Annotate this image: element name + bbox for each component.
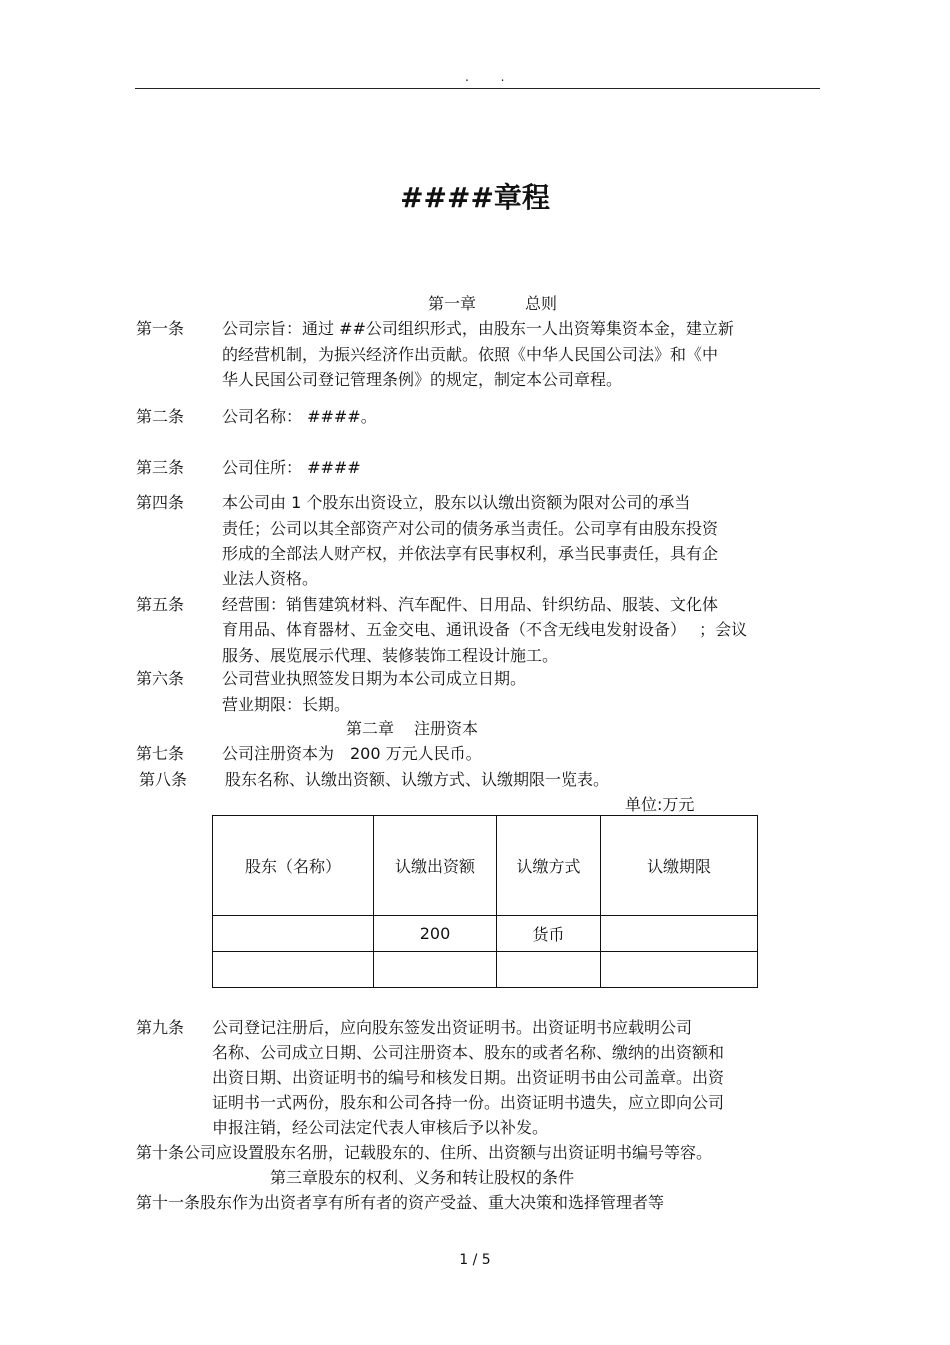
chapter-2-title: 第二章: [346, 719, 395, 738]
table-cell: [213, 952, 374, 988]
header-rule: [135, 88, 820, 89]
article-3-label: 第三条: [136, 458, 185, 477]
table-unit: 单位:万元: [625, 795, 695, 814]
article-1-line-3: 华人民国公司登记管理条例》的规定，制定本公司章程。: [222, 370, 623, 389]
article-4-line-4: 业法人资格。: [222, 569, 319, 588]
chapter-3-title: 第三章股东的权利、义务和转让股权的条件: [270, 1168, 575, 1187]
article-10-text: 第十条公司应设置股东名册，记载股东的、住所、出资额与出资证明书编号等容。: [136, 1143, 713, 1162]
article-8-label: 第八条: [139, 770, 188, 789]
article-4-label: 第四条: [136, 493, 185, 512]
article-4-line-3: 形成的全部法人财产权，并依法享有民事权利，承当民事责任，具有企: [222, 544, 719, 563]
table-header-cell: 认缴方式: [497, 816, 601, 916]
page-number: 1 / 5: [459, 1252, 491, 1268]
table-header-cell: 股东（名称）: [213, 816, 374, 916]
table-header-cell: 认缴出资额: [374, 816, 497, 916]
document-title: ####章程: [400, 181, 550, 214]
chapter-1-subtitle: 总则: [525, 294, 558, 313]
article-1-line-1: 公司宗旨：通过 ##公司组织形式，由股东一人出资筹集资本金，建立新: [222, 319, 734, 338]
table-cell: 200: [374, 916, 497, 952]
article-2-text: 公司名称： ####。: [222, 407, 377, 426]
article-5-line-3: 服务、展览展示代理、装修装饰工程设计施工。: [222, 646, 559, 665]
article-4-line-2: 责任；公司以其全部资产对公司的债务承当责任。公司享有由股东投资: [222, 519, 719, 538]
table-row: [213, 952, 758, 988]
article-9-line-2: 名称、公司成立日期、公司注册资本、股东的或者名称、缴纳的出资额和: [212, 1043, 725, 1062]
table-cell: [374, 952, 497, 988]
article-5-line-1: 经营围：销售建筑材料、汽车配件、日用品、针织纺品、服装、文化体: [222, 595, 719, 614]
article-8-text: 股东名称、认缴出资额、认缴方式、认缴期限一览表。: [225, 770, 610, 789]
article-9-line-5: 申报注销，经公司法定代表人审核后予以补发。: [212, 1118, 549, 1137]
table-row: [213, 916, 758, 952]
article-9-label: 第九条: [136, 1018, 185, 1037]
article-9-line-3: 出资日期、出资证明书的编号和核发日期。出资证明书由公司盖章。出资: [212, 1068, 725, 1087]
header-dots: . .: [465, 70, 519, 84]
table-cell: [213, 916, 374, 952]
article-5-line-2: 育用品、体育器材、五金交电、通讯设备（不含无线电发射设备） ；会议: [222, 620, 748, 639]
article-9-line-1: 公司登记注册后，应向股东签发出资证明书。出资证明书应载明公司: [212, 1018, 693, 1037]
article-4-line-1: 本公司由 1 个股东出资设立，股东以认缴出资额为限对公司的承当: [222, 493, 691, 512]
chapter-2-subtitle: 注册资本: [414, 719, 479, 738]
article-7-text: 公司注册资本为 200 万元人民币。: [222, 744, 482, 763]
table-header-row: [213, 816, 758, 916]
chapter-1-title: 第一章: [428, 294, 477, 313]
shareholder-table: [212, 815, 758, 988]
article-11-text: 第十一条股东作为出资者享有所有者的资产受益、重大决策和选择管理者等: [136, 1193, 665, 1212]
table-cell: 货币: [497, 916, 601, 952]
article-6-line-1: 公司营业执照签发日期为本公司成立日期。: [222, 669, 527, 688]
article-3-text: 公司住所： ####: [222, 458, 361, 477]
article-9-line-4: 证明书一式两份，股东和公司各持一份。出资证明书遗失，应立即向公司: [212, 1093, 725, 1112]
article-7-label: 第七条: [136, 744, 185, 763]
table-header-cell: 认缴期限: [601, 816, 758, 916]
article-2-label: 第二条: [136, 407, 185, 426]
table-cell: [601, 916, 758, 952]
table-cell: [601, 952, 758, 988]
article-6-line-2: 营业期限：长期。: [222, 695, 351, 714]
article-1-label: 第一条: [136, 319, 185, 338]
table-cell: [497, 952, 601, 988]
article-6-label: 第六条: [136, 669, 185, 688]
article-5-label: 第五条: [136, 595, 185, 614]
article-1-line-2: 的经营机制，为振兴经济作出贡献。依照《中华人民国公司法》和《中: [222, 345, 719, 364]
